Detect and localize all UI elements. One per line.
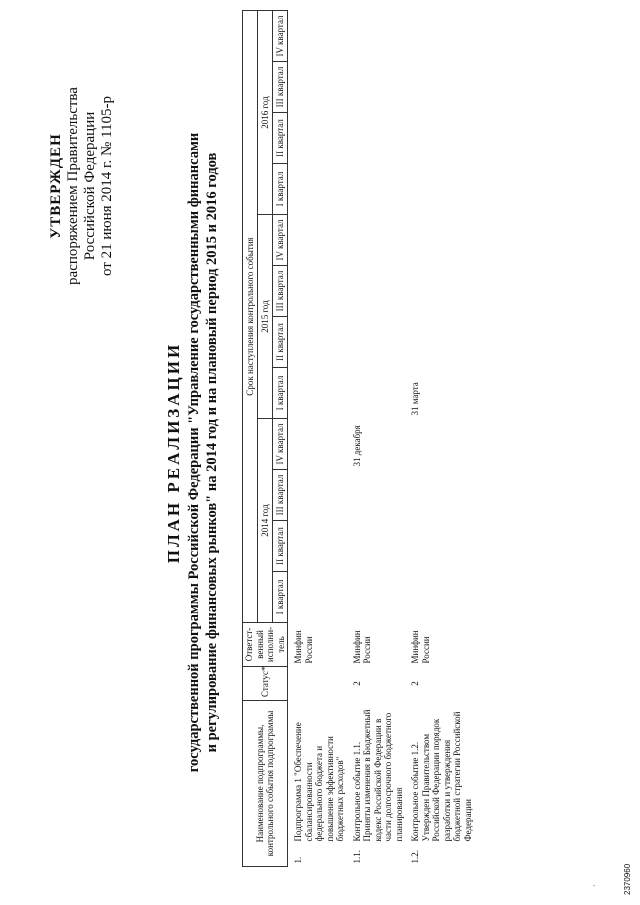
row-name-cell xyxy=(288,701,347,867)
header-status: Статус* xyxy=(243,667,288,701)
page-subtitle-line-2: и регулирование финансовых рынков" на 2014 год и на плановый период 2015 и 2016 годов xyxy=(204,152,220,753)
approval-line-1: распоряжением Правительства xyxy=(65,87,81,285)
approval-title: УТВЕРЖДЕН xyxy=(48,133,64,239)
row-status xyxy=(288,667,347,701)
approval-line-3: от 21 июня 2014 г. № 1105-р xyxy=(99,96,115,276)
row-date xyxy=(405,11,474,62)
header-deadline: Срок наступления контрольного события xyxy=(243,11,258,623)
row-date xyxy=(347,266,406,317)
row-number: 1.2. xyxy=(410,850,420,864)
header-year: 2015 год xyxy=(258,215,273,419)
row-date xyxy=(347,11,406,62)
header-quarter: III квартал xyxy=(273,266,288,317)
scan-dot: · xyxy=(590,884,599,887)
row-number: 1. xyxy=(293,856,303,864)
table-row xyxy=(288,11,347,867)
table-row xyxy=(405,11,474,867)
table-row xyxy=(347,11,406,867)
header-quarter: III квартал xyxy=(273,62,288,113)
row-date xyxy=(405,164,474,215)
row-date xyxy=(288,164,347,215)
row-date xyxy=(288,470,347,521)
approval-line-2: Российской Федерации xyxy=(82,111,98,261)
row-status: 2 xyxy=(351,681,362,686)
page-subtitle-line-1: государственной программы Российской Федерации "Управление государственными финансами xyxy=(186,132,202,773)
plan-table xyxy=(242,10,474,867)
row-date: 31 декабря xyxy=(351,425,362,467)
row-date xyxy=(288,62,347,113)
row-date xyxy=(405,215,474,266)
row-date xyxy=(288,368,347,419)
row-date xyxy=(347,368,406,419)
approval-stamp xyxy=(48,36,116,336)
header-quarter: II квартал xyxy=(273,317,288,368)
row-date xyxy=(347,62,406,113)
header-quarter: IV квартал xyxy=(273,215,288,266)
header-quarter: IV квартал xyxy=(273,419,288,470)
row-name-cell xyxy=(405,701,474,867)
row-date xyxy=(405,572,474,623)
row-name: Контрольное событие 1.2. Утвержден Правительством Российской Федерации порядок разработки и утверждения бюджетной стратегии Российской Федерации xyxy=(410,711,473,842)
row-date xyxy=(288,266,347,317)
row-number: 1.1. xyxy=(351,850,362,864)
row-date xyxy=(405,317,474,368)
row-responsible: Минфин России xyxy=(293,630,314,664)
row-date xyxy=(347,521,406,572)
row-date xyxy=(347,317,406,368)
row-name-cell xyxy=(347,701,406,867)
header-quarter: I квартал xyxy=(273,368,288,419)
header-year: 2014 год xyxy=(258,419,273,623)
row-date xyxy=(405,62,474,113)
row-status: 2 xyxy=(410,681,420,686)
header-quarter: I квартал xyxy=(273,572,288,623)
row-date xyxy=(405,113,474,164)
row-date xyxy=(288,572,347,623)
header-row-1 xyxy=(243,11,258,867)
row-date xyxy=(288,317,347,368)
row-date xyxy=(405,521,474,572)
row-name: Контрольное событие 1.1. Приняты изменения в Бюджетный кодекс Российской Федерации в части долгосрочного бюджетного планирования xyxy=(351,709,404,842)
row-date xyxy=(347,215,406,266)
header-responsible: Ответст-венный исполни-тель xyxy=(243,623,288,667)
row-date xyxy=(288,11,347,62)
header-quarter: II квартал xyxy=(273,113,288,164)
header-name: Наименование подпрограммы, контрольного события подпрограммы xyxy=(243,701,288,867)
header-quarter: III квартал xyxy=(273,470,288,521)
header-quarter: IV квартал xyxy=(273,11,288,62)
row-responsible: Минфин России xyxy=(351,630,372,664)
row-date xyxy=(288,521,347,572)
row-responsible: Минфин России xyxy=(410,630,431,664)
document-id: 2370960 xyxy=(623,863,632,895)
header-year: 2016 год xyxy=(258,11,273,215)
row-name: Подпрограмма 1 "Обеспечение сбалансированности федерального бюджета и повышение эффективности бюджетных расходов" xyxy=(293,722,345,842)
row-date xyxy=(405,266,474,317)
row-date xyxy=(347,572,406,623)
row-date xyxy=(288,215,347,266)
header-quarter: I квартал xyxy=(273,164,288,215)
row-date xyxy=(347,470,406,521)
header-quarter: II квартал xyxy=(273,521,288,572)
row-date: 31 марта xyxy=(410,382,420,416)
row-date xyxy=(347,113,406,164)
row-date xyxy=(288,113,347,164)
page-title: ПЛАН РЕАЛИЗАЦИИ xyxy=(164,341,183,564)
row-date xyxy=(288,419,347,470)
row-date xyxy=(405,470,474,521)
row-date xyxy=(405,419,474,470)
row-date xyxy=(347,164,406,215)
